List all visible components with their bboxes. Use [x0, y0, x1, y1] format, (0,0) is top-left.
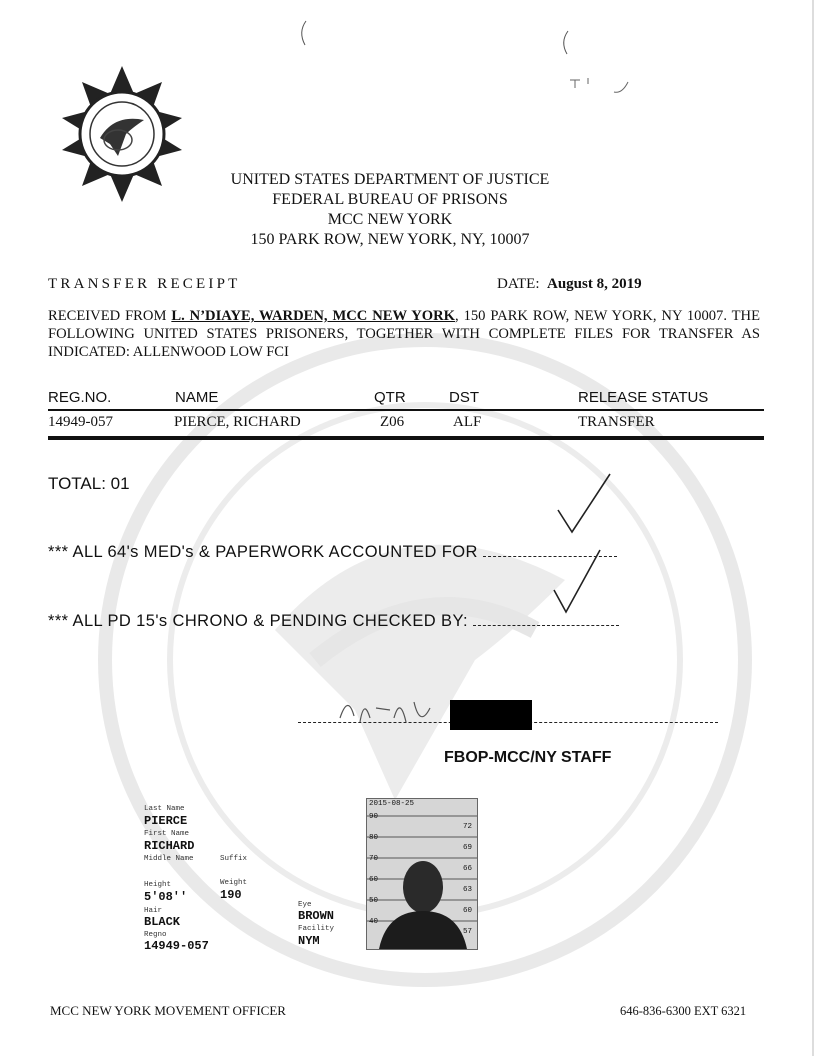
header-line-4: 150 PARK ROW, NEW YORK, NY, 10007 [250, 231, 530, 248]
scale-right-5: 60 [463, 907, 473, 915]
middle-name-label: Middle Name [144, 855, 194, 863]
header-line-3: MCC NEW YORK [327, 211, 453, 228]
col-name: NAME [175, 389, 219, 406]
header-line-2: FEDERAL BUREAU OF PRISONS [272, 191, 508, 208]
weight-label: Weight [220, 879, 248, 887]
paren-mark-2 [554, 28, 584, 58]
last-name-value: PIERCE [144, 814, 188, 828]
first-name-value: RICHARD [144, 839, 195, 853]
scale-left-6: 40 [369, 918, 379, 926]
regno-value: 14949-057 [144, 939, 209, 953]
footer-movement-officer: MCC NEW YORK MOVEMENT OFFICER [50, 1003, 286, 1018]
height-label: Height [144, 881, 172, 889]
date-label: DATE: [497, 276, 540, 292]
check-line-chrono [48, 612, 619, 631]
check-line-meds-text: *** ALL 64's MED's & PAPERWORK ACCOUNTED FOR [48, 543, 483, 561]
check-line-chrono-text: *** ALL PD 15's CHRONO & PENDING CHECKED BY: [48, 612, 473, 630]
last-name-label: Last Name [144, 805, 185, 813]
scale-left-2: 80 [369, 834, 379, 842]
scale-left-1: 90 [369, 813, 379, 821]
receipt-date [497, 276, 642, 293]
check-line-meds [48, 543, 617, 562]
regno-label: Regno [144, 931, 167, 939]
cell-dst: ALF [453, 414, 482, 430]
received-prefix: RECEIVED FROM [48, 308, 172, 324]
photo-date: 2015-08-25 [369, 800, 415, 808]
cell-reg-no: 14949-057 [48, 414, 113, 430]
redaction-box [450, 700, 532, 730]
paren-mark-1 [290, 18, 330, 48]
hair-value: BLACK [144, 915, 181, 929]
signature-scribble [330, 688, 460, 732]
hair-label: Hair [144, 907, 163, 915]
scale-right-2: 69 [463, 844, 473, 852]
header-line-1: UNITED STATES DEPARTMENT OF JUSTICE [230, 171, 550, 188]
height-chart-background [367, 799, 477, 949]
footer-phone: 646-836-6300 EXT 6321 [620, 1004, 747, 1018]
col-qtr: QTR [374, 389, 406, 406]
eye-value: BROWN [298, 909, 335, 923]
table-header [48, 387, 764, 411]
receipt-title: TRANSFER RECEIPT [48, 276, 241, 292]
col-dst: DST [449, 389, 479, 406]
page-edge-shadow [812, 0, 814, 1056]
received-from-paragraph [48, 307, 760, 361]
inmate-photo [366, 798, 478, 950]
cell-release-status: TRANSFER [578, 414, 655, 430]
cell-qtr: Z06 [380, 414, 405, 430]
scale-right-6: 57 [463, 928, 473, 936]
received-rest: , 150 PARK ROW, NEW YORK, NY 10007. THE FOLLOWING UNITED STATES PRISONERS, TOGETHER WITH COMPLETE FILES FOR TRANSFER AS INDICATED: ALLENWOOD LOW FCI [48, 308, 761, 360]
staff-label: FBOP-MCC/NY STAFF [444, 749, 612, 766]
received-from-name: L. N’DIAYE, WARDEN, MCC NEW YORK [171, 308, 456, 324]
cell-name: PIERCE, RICHARD [174, 414, 301, 430]
first-name-label: First Name [144, 830, 190, 838]
scale-right-4: 63 [463, 886, 473, 894]
scale-right-3: 66 [463, 865, 473, 873]
checkmark-icon [540, 470, 620, 620]
facility-value: NYM [298, 934, 320, 948]
agency-header [0, 170, 780, 250]
eye-label: Eye [298, 901, 312, 909]
scale-left-5: 50 [369, 897, 379, 905]
scale-left-3: 70 [369, 855, 379, 863]
scribble-mark [566, 74, 636, 100]
scale-left-4: 60 [369, 876, 379, 884]
facility-label: Facility [298, 925, 335, 933]
scale-right-1: 72 [463, 823, 473, 831]
weight-value: 190 [220, 888, 242, 902]
col-reg-no: REG.NO. [48, 389, 112, 406]
table-row [48, 412, 764, 440]
suffix-label: Suffix [220, 855, 248, 863]
date-value: August 8, 2019 [547, 276, 642, 292]
col-release-status: RELEASE STATUS [578, 389, 709, 406]
total-count: TOTAL: 01 [48, 474, 130, 493]
height-value: 5'08'' [144, 890, 188, 904]
